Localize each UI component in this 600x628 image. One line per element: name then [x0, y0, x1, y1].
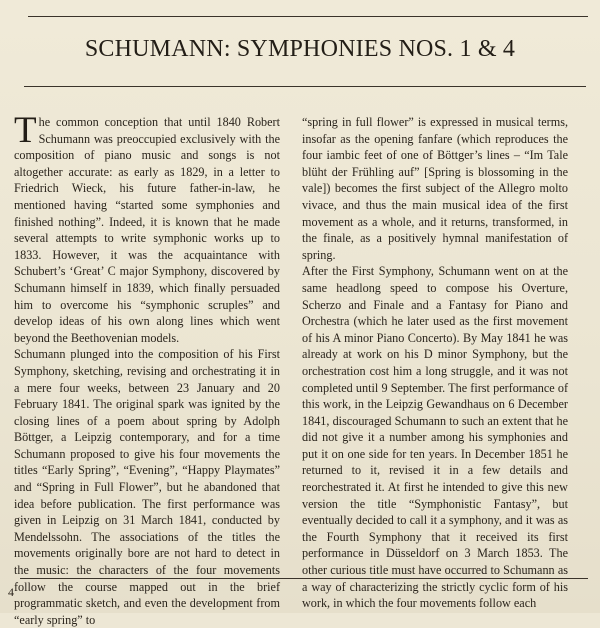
- paragraph: After the First Symphony, Schumann went on at the same headlong speed to compose his Overture, Scherzo and Finale and a Fantasy for Piano and Orchestra (which he later used as the first movement of his A minor Piano Concerto). By May 1841 he was already at work on his D minor Symphony, but the orchestration cost him a long struggle, and it was not completed until 9 September. The first performance of this work, in the Leipzig Gewandhaus on 6 December 1841, discouraged Schumann to such an extent that he did not give it a number among his symphonies and put it on one side for ten years. In December 1851 he returned to it, revised it in a few details and reorchestrated it. At first he intended to give this new version the title “Symphonistic Fantasy”, but eventually decided to call it a symphony, and it was as the Fourth Symphony that it received its first performance in Düsseldorf on 3 March 1853. The other curious title must have occurred to Schumann as a way of characterizing the strictly cyclic form of his work, in which the four movements follow each: [302, 264, 568, 611]
- right-column: [302, 114, 568, 612]
- paragraph: Schumann plunged into the composition of his First Symphony, sketching, revising and orchestrating it in a mere four weeks, between 23 January and 20 February 1841. The original spark was ignited by the closing lines of a poem about spring by Adolph Böttger, a Leipzig contemporary, and for a time Schumann proposed to give his four movements the titles “Early Spring”, “Evening”, “Happy Playmates” and “Spring in Full Flower”, but he abandoned that idea before publication. The first performance was given in Leipzig on 31 March 1841, conducted by Mendelssohn. The associations of the titles the movements originally bore are not hard to detect in the music: the characters of the four movements follow the course mapped out in the brief programmatic sketch, and even the development from “early spring” to: [14, 347, 280, 627]
- bottom-rule: [20, 578, 588, 579]
- paragraph: “spring in full flower” is expressed in musical terms, insofar as the opening fanfare (which reproduces the four iambic feet of one of Böttger’s lines – “Im Tale blüht der Frühling auf” [Spring is blossoming in the vale]) becomes the first subject of the Allegro molto vivace, and thus the main musical idea of the first movement as a whole, and it returns, transformed, in the finale, as a positively hymnal manifestation of spring.: [302, 115, 568, 262]
- page-number: 4: [8, 585, 14, 599]
- left-column: [14, 110, 280, 628]
- drop-cap: T: [14, 110, 37, 151]
- title-rule: [24, 86, 586, 87]
- page-title: SCHUMANN: SYMPHONIES NOS. 1 & 4: [84, 36, 516, 62]
- paragraph: [14, 110, 280, 346]
- top-rule: [28, 16, 588, 17]
- paragraph-text: he common conception that until 1840 Robert Schumann was preoccupied exclusively with the composition of piano music and songs is not altogether accurate: as early as 1829, in a letter to Friedrich Wieck, his future father-in-law, he mentioned having “started some symphonies and finished nothing”. Indeed, it is known that he made several attempts to write symphonic works up to 1833. However, it was the acquaintance with Schubert’s ‘Great’ C major Symphony, discovered by Schumann himself in 1839, which finally persuaded him to overcome his “symphonic scruples” and develop ideas of his own along lines which went beyond the Beethovenian models.: [14, 115, 280, 345]
